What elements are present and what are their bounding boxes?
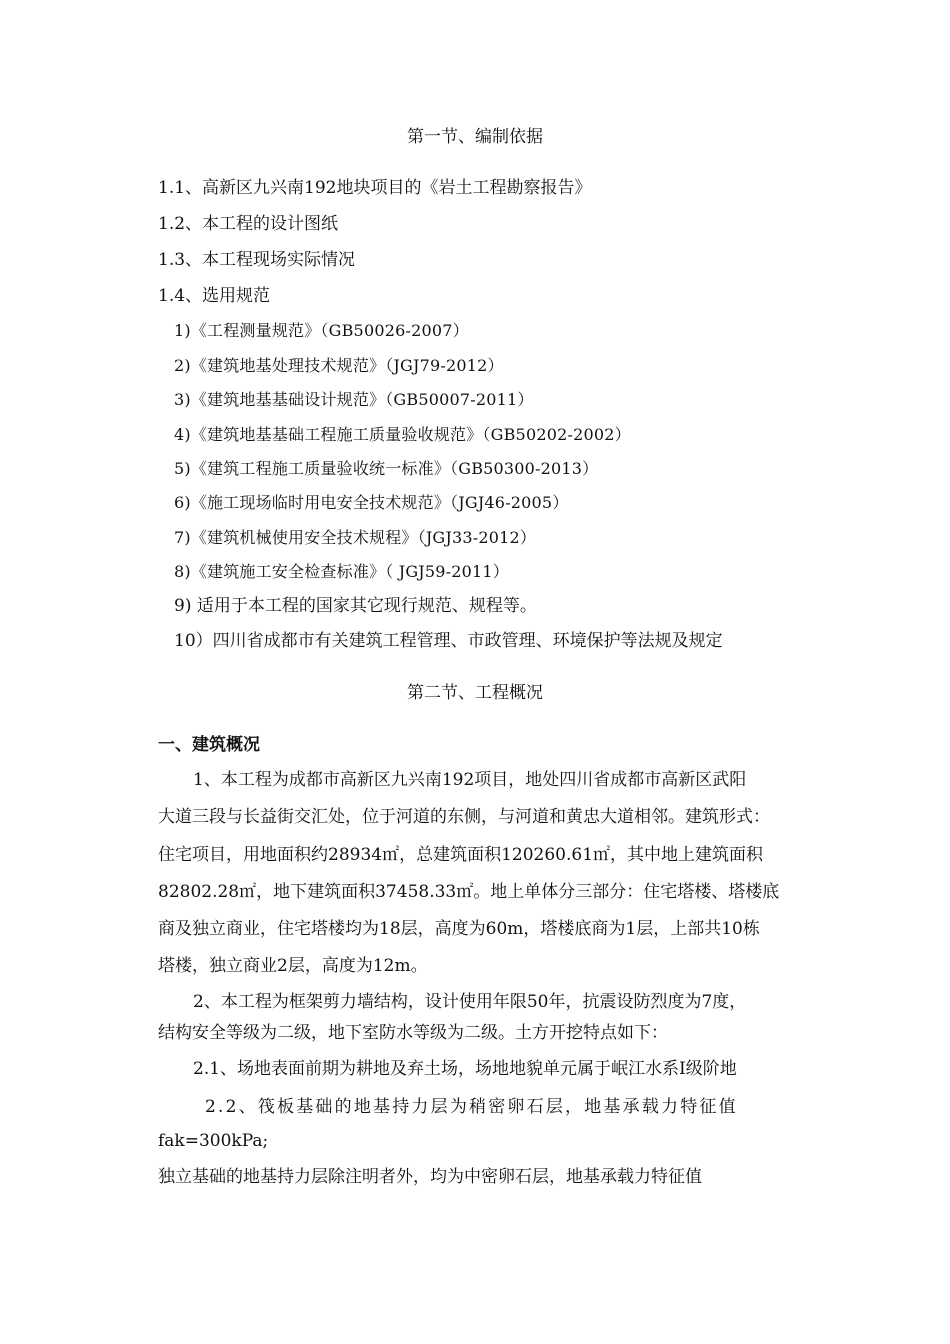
overview-para-5: 独立基础的地基持力层除注明者外，均为中密卵石层，地基承载力特征值 <box>158 1167 702 1187</box>
overview-para-4-line-2: fak=300kPa; <box>158 1131 269 1151</box>
standard-item-3: 3)《建筑地基基础设计规范》（GB50007-2011） <box>174 390 534 409</box>
basis-item-1-4: 1.4、选用规范 <box>158 286 271 306</box>
overview-para-1-line-4: 82802.28㎡，地下建筑面积37458.33㎡。地上单体分三部分：住宅塔楼、塔楼底 <box>158 882 780 902</box>
standard-item-1: 1)《工程测量规范》（GB50026-2007） <box>174 321 469 340</box>
standard-item-9: 9) 适用于本工程的国家其它现行规范、规程等。 <box>174 596 537 616</box>
standard-item-8: 8)《建筑施工安全检查标准》（ JGJ59-2011） <box>174 562 510 581</box>
overview-para-1-line-1: 1、本工程为成都市高新区九兴南192项目，地处四川省成都市高新区武阳 <box>193 770 747 790</box>
overview-para-1-line-2: 大道三段与长益街交汇处，位于河道的东侧，与河道和黄忠大道相邻。建筑形式： <box>158 807 770 827</box>
basis-item-1-1: 1.1、高新区九兴南192地块项目的《岩土工程勘察报告》 <box>158 178 592 198</box>
standard-item-10: 10）四川省成都市有关建筑工程管理、市政管理、环境保护等法规及规定 <box>174 631 723 651</box>
section-2-title: 第二节、工程概况 <box>407 683 543 703</box>
overview-para-3: 2.1、场地表面前期为耕地及弃土场，场地地貌单元属于岷江水系Ⅰ级阶地 <box>193 1059 737 1079</box>
standard-item-6: 6)《施工现场临时用电安全技术规范》（JGJ46-2005） <box>174 493 569 512</box>
basis-item-1-3: 1.3、本工程现场实际情况 <box>158 250 356 270</box>
standard-item-5: 5)《建筑工程施工质量验收统一标准》（GB50300-2013） <box>174 459 599 478</box>
subheading-building-overview: 一、建筑概况 <box>158 735 260 755</box>
overview-para-2-line-2: 结构安全等级为二级，地下室防水等级为二级。土方开挖特点如下： <box>158 1023 668 1043</box>
standard-item-4: 4)《建筑地基基础工程施工质量验收规范》（GB50202-2002） <box>174 425 631 444</box>
standard-item-2: 2)《建筑地基处理技术规范》（JGJ79-2012） <box>174 356 504 375</box>
overview-para-1-line-6: 塔楼，独立商业2层，高度为12m。 <box>158 956 428 976</box>
standard-item-7: 7)《建筑机械使用安全技术规程》（JGJ33-2012） <box>174 528 537 547</box>
overview-para-4-line-1: 2.2、筏板基础的地基持力层为稍密卵石层，地基承载力特征值 <box>205 1097 738 1117</box>
overview-para-2-line-1: 2、本工程为框架剪力墙结构，设计使用年限50年，抗震设防烈度为7度， <box>193 992 747 1012</box>
overview-para-1-line-5: 商及独立商业，住宅塔楼均为18层，高度为60m，塔楼底商为1层，上部共10栋 <box>158 919 760 939</box>
basis-item-1-2: 1.2、本工程的设计图纸 <box>158 214 339 234</box>
section-1-title: 第一节、编制依据 <box>407 127 543 147</box>
overview-para-1-line-3: 住宅项目，用地面积约28934㎡，总建筑面积120260.61㎡，其中地上建筑面积 <box>158 845 764 865</box>
